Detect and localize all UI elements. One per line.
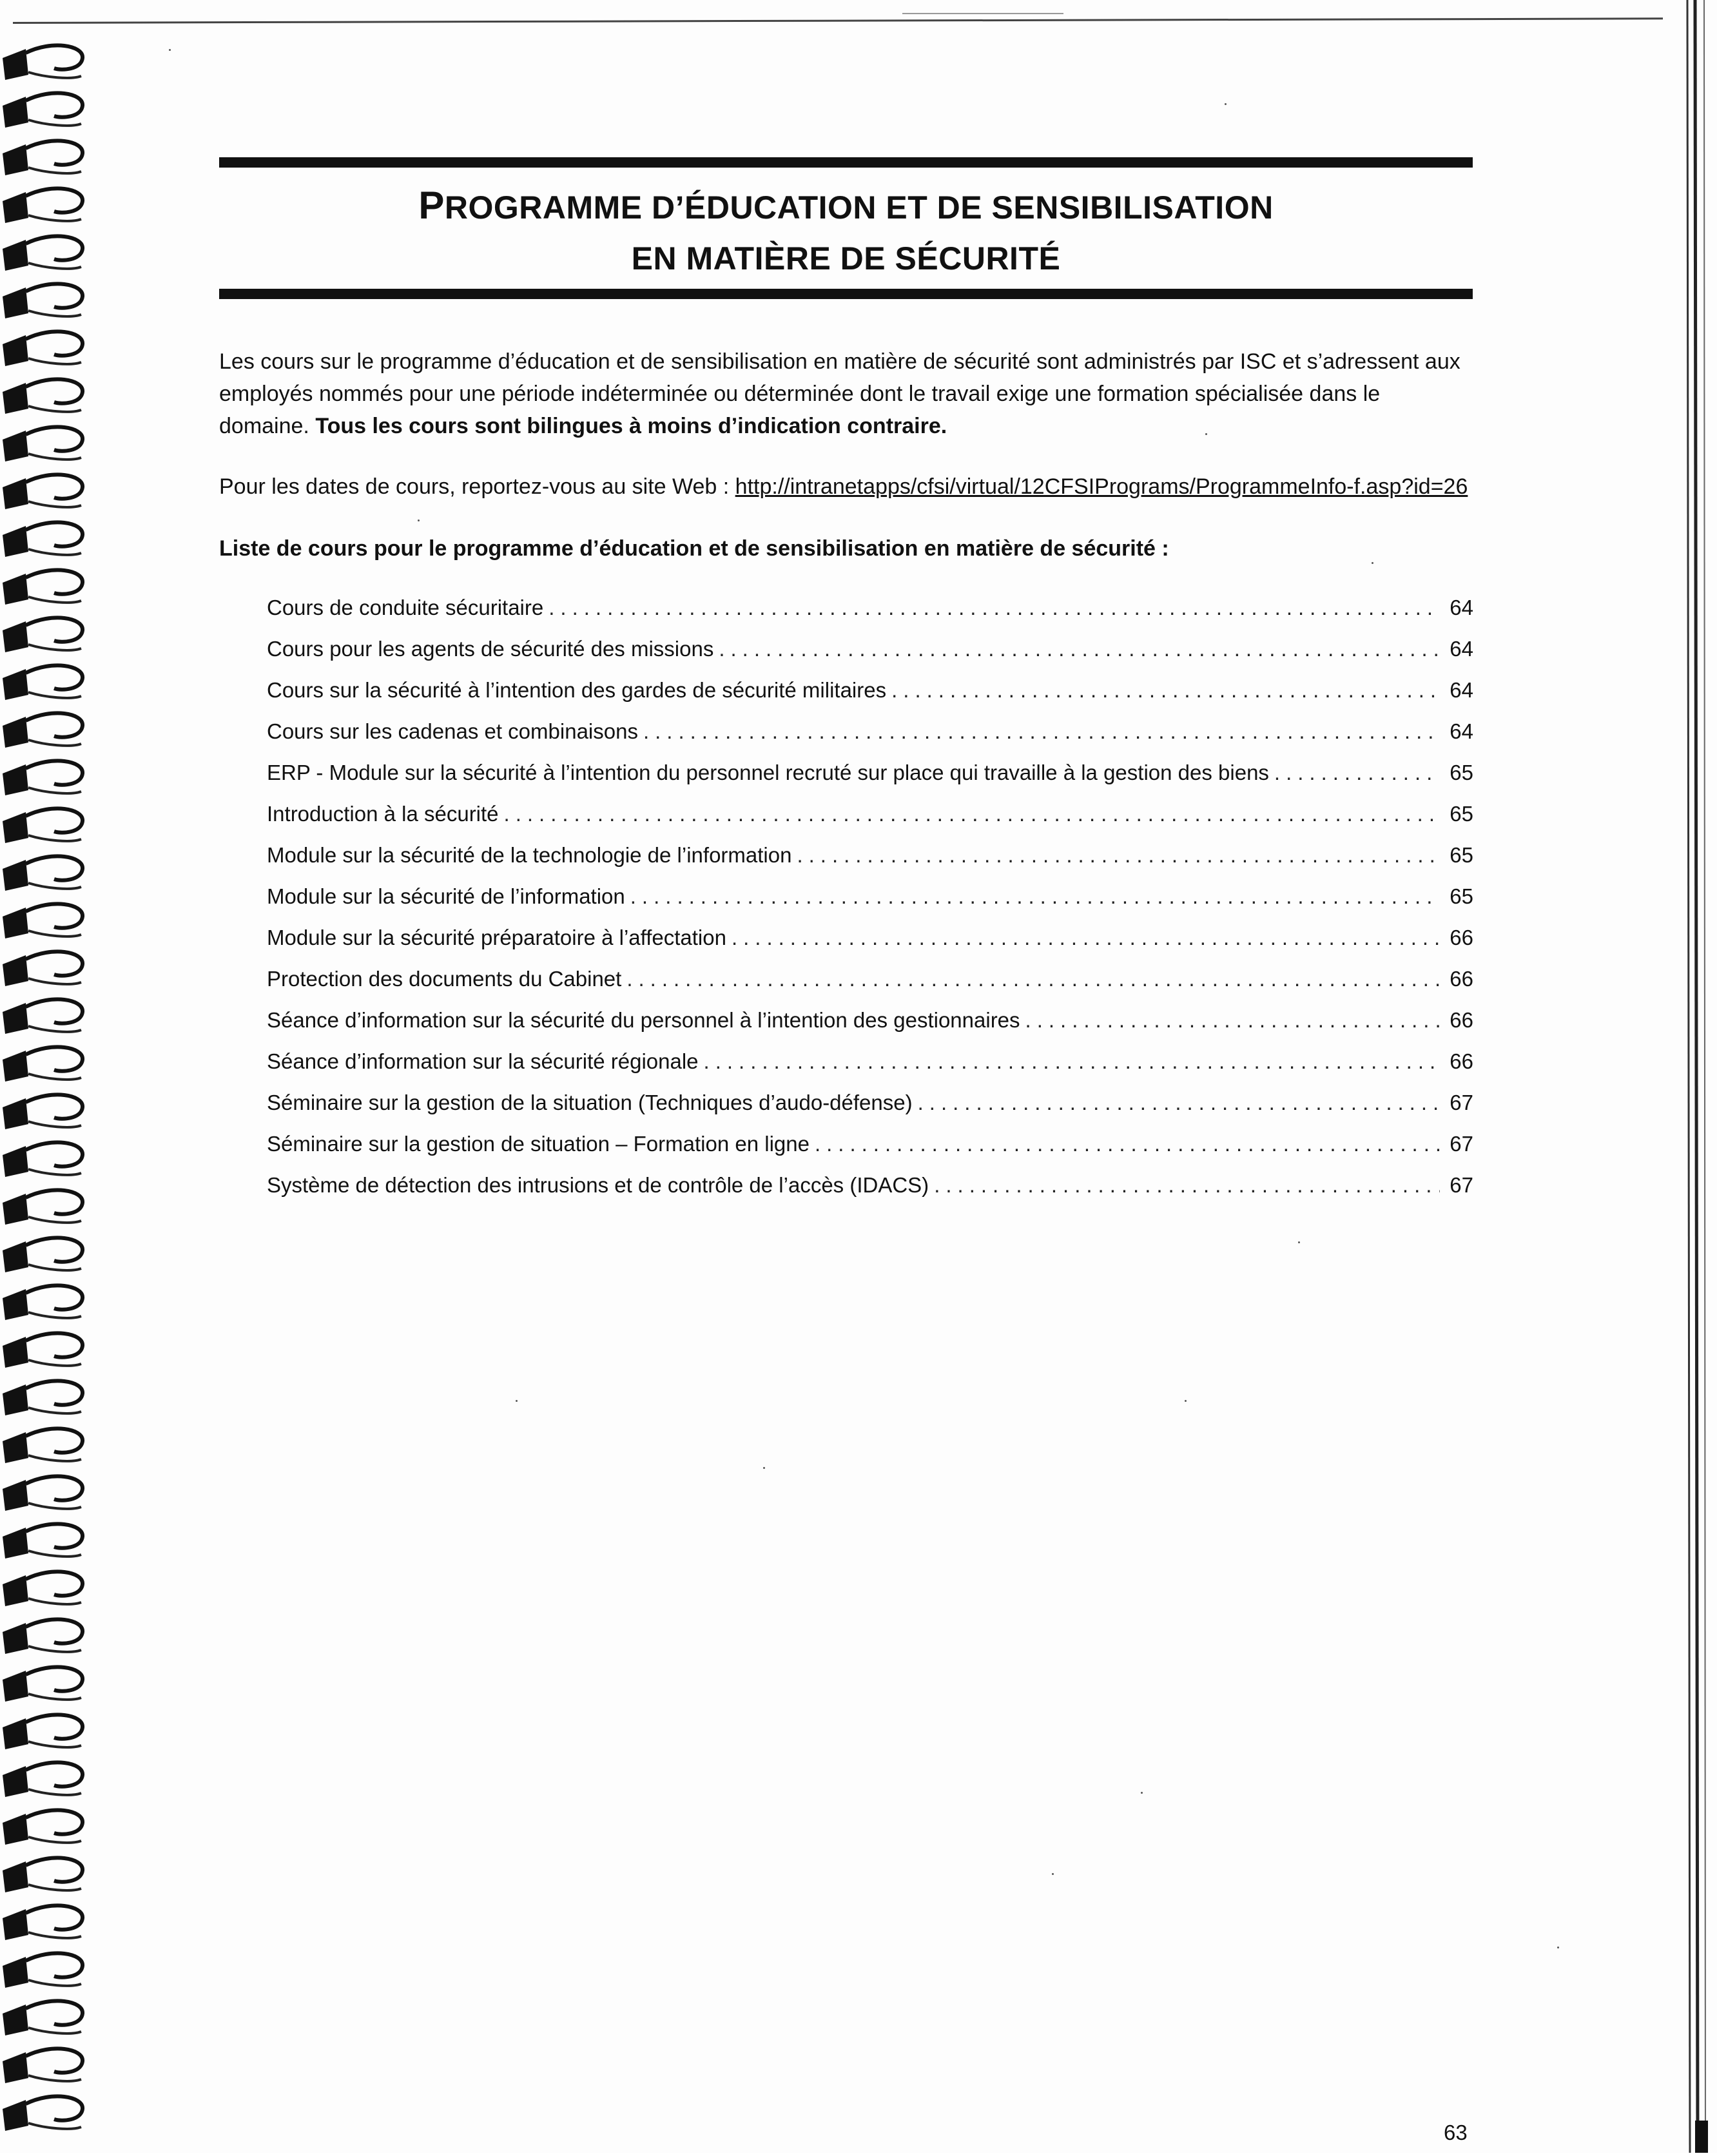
dot-leader	[643, 719, 1440, 744]
course-title: Protection des documents du Cabinet	[267, 967, 622, 991]
dot-leader	[732, 926, 1440, 950]
scan-speck	[169, 49, 171, 51]
binding-coil	[3, 951, 82, 986]
binding-coil	[3, 999, 82, 1034]
course-list-item	[267, 596, 1473, 637]
course-title: Séminaire sur la gestion de situation – Formation en ligne	[267, 1132, 810, 1156]
scan-speck	[763, 1467, 765, 1469]
course-page-number: 64	[1450, 678, 1473, 702]
dot-leader	[815, 1132, 1440, 1156]
scan-speck	[418, 520, 420, 521]
binding-coil	[3, 1524, 82, 1559]
course-list-item	[267, 678, 1473, 719]
binding-coil	[3, 1381, 82, 1415]
binding-coil	[3, 713, 82, 748]
course-page-number: 64	[1450, 637, 1473, 661]
course-title: Cours sur la sécurité à l’intention des gardes de sécurité militaires	[267, 678, 887, 702]
binding-coil	[3, 141, 82, 175]
binding-coil	[3, 1714, 82, 1749]
dot-leader	[630, 884, 1440, 909]
course-title: Module sur la sécurité de la technologie de l’information	[267, 843, 792, 867]
course-page-number: 65	[1450, 884, 1473, 908]
course-title: Cours de conduite sécuritaire	[267, 596, 544, 619]
course-list-item	[267, 1008, 1473, 1049]
binding-coil	[3, 45, 82, 80]
binding-coil	[3, 427, 82, 461]
course-list-item	[267, 637, 1473, 678]
binding-coil	[3, 1428, 82, 1463]
binding-coil	[3, 1094, 82, 1129]
course-list-item	[267, 761, 1473, 802]
scan-speck	[1225, 103, 1227, 105]
course-title: Cours sur les cadenas et combinaisons	[267, 719, 638, 743]
course-list-item	[267, 884, 1473, 926]
dot-leader	[626, 967, 1440, 991]
course-page-number: 64	[1450, 596, 1473, 619]
course-list-item	[267, 802, 1473, 843]
course-list-item	[267, 1132, 1473, 1173]
course-page-number: 66	[1450, 1049, 1473, 1073]
scan-speck	[1185, 1400, 1187, 1402]
dot-leader	[797, 843, 1440, 868]
dot-leader	[1025, 1008, 1440, 1033]
course-page-number: 67	[1450, 1173, 1473, 1197]
binding-coil	[3, 1047, 82, 1082]
course-list-heading: Liste de cours pour le programme d’éducation et de sensibilisation en matière de sécurité :	[219, 536, 1169, 561]
binding-coil	[3, 1667, 82, 1702]
dot-leader	[934, 1173, 1440, 1198]
course-page-number: 64	[1450, 719, 1473, 743]
course-list-item	[267, 843, 1473, 884]
binding-coil	[3, 1810, 82, 1845]
binding-coil	[3, 2001, 82, 2035]
title-bottom-rule	[219, 289, 1473, 299]
course-page-number: 66	[1450, 967, 1473, 991]
scan-speck	[516, 1400, 518, 1402]
binding-coil	[3, 236, 82, 271]
course-title: Système de détection des intrusions et de contrôle de l’accès (IDACS)	[267, 1173, 929, 1197]
intro-paragraph	[219, 345, 1473, 442]
page-top-edge	[13, 17, 1663, 24]
course-page-number: 67	[1450, 1091, 1473, 1114]
title-top-rule	[219, 157, 1473, 168]
binding-coil	[3, 93, 82, 128]
course-dates-text: Pour les dates de cours, reportez-vous au site Web :	[219, 474, 735, 499]
binding-coil	[3, 570, 82, 605]
course-list	[267, 596, 1473, 1214]
page-title-line-2: EN MATIÈRE DE SÉCURITÉ	[631, 240, 1061, 277]
binding-coil	[3, 1905, 82, 1940]
dot-leader	[1274, 761, 1440, 785]
course-title: Séance d’information sur la sécurité régionale	[267, 1049, 699, 1073]
binding-coil	[3, 1858, 82, 1892]
binding-coil	[3, 856, 82, 891]
title-line-1-text: ROGRAMME D’ÉDUCATION ET DE SENSIBILISATION	[444, 189, 1274, 226]
binding-coil	[3, 522, 82, 557]
spiral-binding	[0, 26, 97, 2153]
course-list-item	[267, 926, 1473, 967]
binding-coil	[3, 1476, 82, 1511]
course-title: Module sur la sécurité préparatoire à l’affectation	[267, 926, 726, 949]
course-page-number: 65	[1450, 802, 1473, 826]
binding-coil	[3, 1571, 82, 1606]
page-title-line-1	[219, 183, 1473, 228]
course-list-item	[267, 1049, 1473, 1091]
binding-coil	[3, 1142, 82, 1177]
binding-coil	[3, 1238, 82, 1272]
binding-coil	[3, 331, 82, 366]
binding-coil	[3, 1953, 82, 1988]
course-page-number: 65	[1450, 843, 1473, 867]
binding-coil	[3, 1619, 82, 1654]
course-list-item	[267, 1091, 1473, 1132]
course-list-item	[267, 719, 1473, 761]
binding-coil	[3, 284, 82, 318]
scan-speck	[1557, 1947, 1559, 1948]
binding-coil	[3, 1285, 82, 1320]
binding-coil	[3, 761, 82, 795]
page-number: 63	[1444, 2121, 1468, 2144]
binding-coil	[3, 188, 82, 223]
dot-leader	[719, 637, 1440, 661]
course-title: ERP - Module sur la sécurité à l’intention du personnel recruté sur place qui travaille à la gestion des biens	[267, 761, 1269, 784]
binding-coil	[3, 665, 82, 700]
course-list-item	[267, 967, 1473, 1008]
course-dates-line	[219, 471, 1482, 503]
course-list-item	[267, 1173, 1473, 1214]
scan-speck	[1052, 1873, 1054, 1875]
binding-coil	[3, 808, 82, 843]
scan-speck	[1141, 1792, 1143, 1794]
course-page-number: 66	[1450, 1008, 1473, 1032]
course-title: Module sur la sécurité de l’information	[267, 884, 625, 908]
intro-text: Les cours sur le programme d’éducation et de sensibilisation en matière de sécurité sont administrés par ISC et s’adressent aux employés nommés pour une période indéterminée ou déterminée dont le travail exige une formation spécialisée dans le domaine.	[219, 349, 1460, 438]
binding-coil	[3, 2048, 82, 2083]
binding-coil	[3, 2096, 82, 2131]
binding-coil	[3, 904, 82, 938]
binding-coil	[3, 1762, 82, 1797]
binding-coil	[3, 617, 82, 652]
scan-speck	[1298, 1241, 1300, 1243]
course-title: Introduction à la sécurité	[267, 802, 499, 826]
course-page-number: 67	[1450, 1132, 1473, 1156]
scan-speck	[1205, 433, 1207, 435]
course-page-number: 66	[1450, 926, 1473, 949]
dot-leader	[918, 1091, 1440, 1115]
binding-coil	[3, 474, 82, 509]
course-page-number: 65	[1450, 761, 1473, 784]
binding-coil	[3, 1190, 82, 1225]
dot-leader	[704, 1049, 1440, 1074]
right-page-edge	[1676, 0, 1717, 2153]
page-top-edge-fold	[902, 13, 1063, 14]
binding-coil	[3, 1333, 82, 1368]
course-title: Cours pour les agents de sécurité des missions	[267, 637, 714, 661]
binding-coil	[3, 379, 82, 414]
course-title: Séminaire sur la gestion de la situation (Techniques d’audo-défense)	[267, 1091, 913, 1114]
title-initial-cap: P	[418, 184, 445, 227]
course-dates-link[interactable]: http://intranetapps/cfsi/virtual/12CFSIPrograms/ProgrammeInfo-f.asp?id=26	[735, 474, 1468, 499]
course-title: Séance d’information sur la sécurité du personnel à l’intention des gestionnaires	[267, 1008, 1020, 1032]
intro-bold-note: Tous les cours sont bilingues à moins d’indication contraire.	[315, 414, 947, 438]
dot-leader	[891, 678, 1440, 703]
scan-speck	[1372, 562, 1373, 564]
dot-leader	[548, 596, 1440, 620]
dot-leader	[504, 802, 1440, 826]
